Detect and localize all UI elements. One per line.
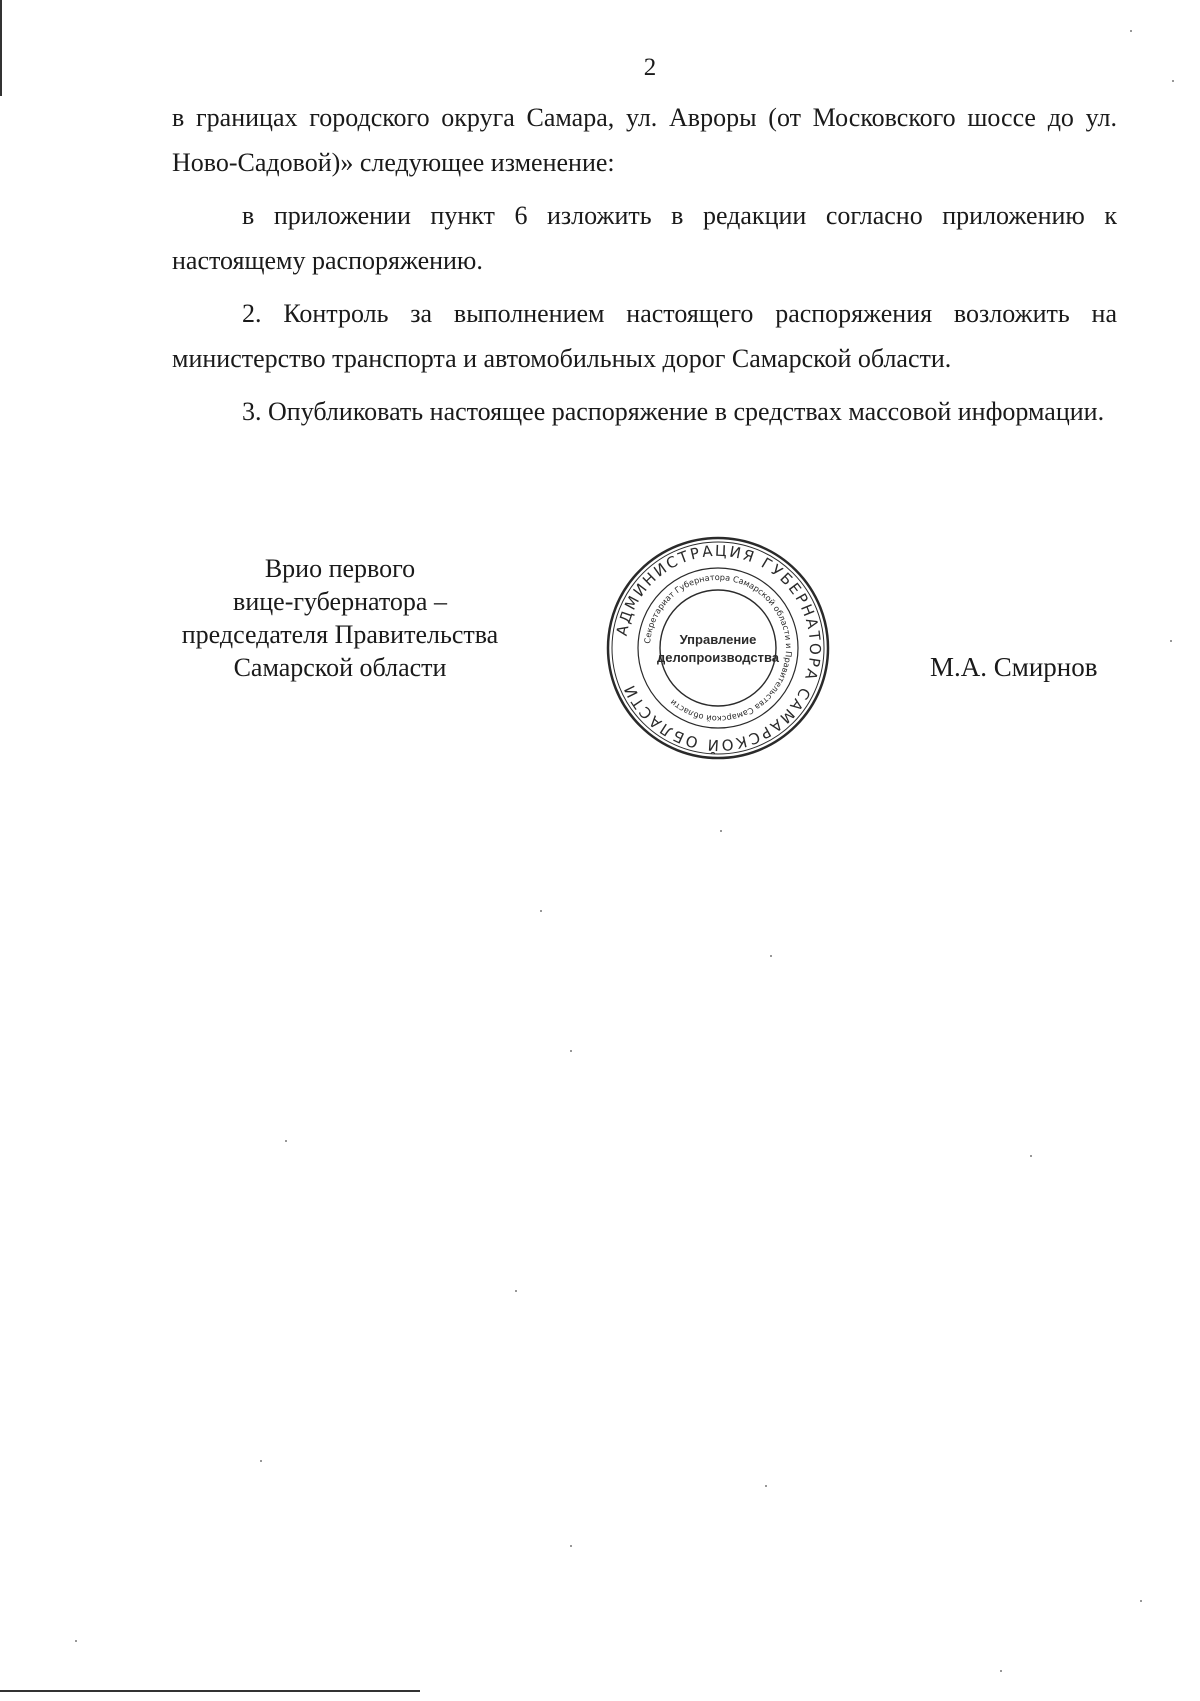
scan-speck [285,1140,287,1142]
paragraph-2: в приложении пункт 6 изложить в редакции согласно приложению к настоящему распоряжению. [172,201,1117,275]
signer-title [160,552,520,684]
scan-speck [1170,640,1172,642]
scan-speck [1140,1600,1142,1602]
scan-speck [570,1545,572,1547]
scan-speck [570,1050,572,1052]
scan-speck [540,910,542,912]
scan-speck [75,1640,77,1642]
document-body [172,95,1117,442]
scan-speck [770,955,772,957]
scan-speck [765,1485,767,1487]
paragraph-1: в границах городского округа Самара, ул. Авроры (от Московского шоссе до ул. Ново-Садовой)» следующее изменение: [172,103,1117,177]
scan-speck [1130,30,1132,32]
scan-speck [1000,1670,1002,1672]
scan-speck [515,1290,517,1292]
stamp-outer-textpath: АДМИНИСТРАЦИЯ ГУБЕРНАТОРА САМАРСКОЙ ОБЛАСТИ [612,541,825,755]
signer-title-line: Самарской области [233,653,447,682]
page-number: 2 [643,54,657,81]
stamp-inner-text [642,572,794,724]
stamp-outer-ring [608,538,828,758]
official-stamp [598,528,838,768]
scan-speck [260,1460,262,1462]
paragraph-3: 2. Контроль за выполнением настоящего распоряжения возложить на министерство транспорта и автомобильных дорог Самарской области. [172,299,1117,373]
scan-speck [720,830,722,832]
stamp-inner-textpath: Секретариат Губернатора Самарской области и Правительства Самарской области [642,571,795,725]
scan-edge-bottom [0,1690,420,1692]
stamp-inner-ring [660,590,776,706]
signer-title-line: вице-губернатора – [233,587,447,616]
paragraph-4: 3. Опубликовать настоящее распоряжение в средствах массовой информации. [242,397,1105,426]
signer-title-line: председателя Правительства [181,620,499,649]
stamp-center-line-1: Управление [679,632,757,647]
scan-speck [1172,80,1174,82]
scan-speck [1030,1155,1032,1157]
stamp-center-line-2: делопроизводства [656,650,780,665]
stamp-middle-ring [638,568,798,728]
signer-name: М.А. Смирнов [930,652,1098,682]
signer-title-line: Врио первого [264,554,416,583]
